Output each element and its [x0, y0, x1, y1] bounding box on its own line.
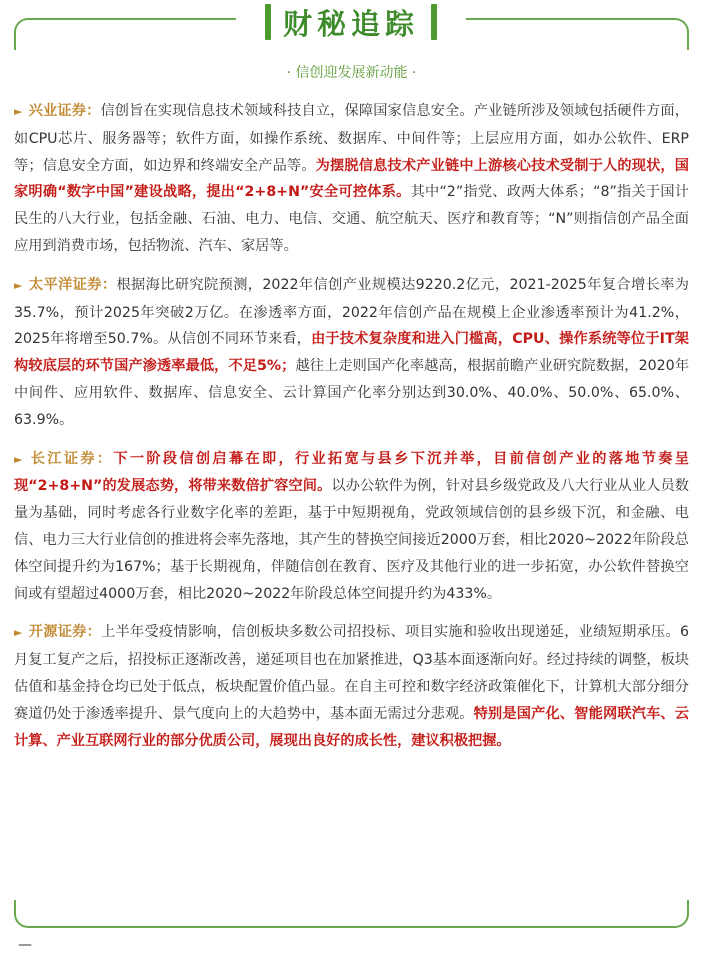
- paragraph-xingye: [14, 98, 689, 260]
- page-subtitle: · 信创迎发展新动能 ·: [286, 65, 417, 81]
- paragraph-text: 越往上走则国产化率越高，根据前瞻产业研究院数据，2020年中间件、应用软件、数据库、信息安全、云计算国产化率分别达到30.0%、40.0%、50.0%、65.0%、63.9%。: [14, 358, 690, 428]
- arrow-icon: ►: [14, 278, 23, 292]
- arrow-icon: ►: [14, 626, 23, 640]
- title-block: [236, 0, 466, 44]
- paragraph-text: 上半年受疫情影响，信创板块多数公司招投标、项目实施和验收出现递延，业绩短期承压。6月复工复产之后，招投标正逐渐改善，递延项目也在加紧推进，Q3基本面逐渐向好。经过持续的调整，板块估值和基金持仓均已处于低点，板块配置价值凸显。在自主可控和数字经济政策催化下，计算机大部分细分赛道仍处于渗透率提升、景气度向上的大趋势中，基本面无需过分悲观。: [14, 624, 689, 722]
- arrow-icon: ►: [14, 105, 23, 118]
- highlight-text: 特别是国产化、智能网联汽车、云计算、产业互联网行业的部分优质公司，展现出良好的成长性，建议积极把握。: [14, 705, 689, 749]
- source-label: 开源证券：: [28, 624, 102, 641]
- highlight-text: 由于技术复杂度和进入门槛高，CPU、操作系统等位于IT架构较底层的环节国产渗透率最低，不足5%；: [14, 331, 689, 375]
- frame-bottom-border: [14, 900, 689, 928]
- paragraph-text: 以办公软件为例，针对县乡级党政及八大行业从业人员数量为基础，同时考虑各行业数字化率的差距，基于中短期视角，党政领域信创的县乡级下沉，和金融、电信、电力三大行业信创的推进将会率先落地，其产生的替换空间接近2000万套，相比2020~2022年阶段总体空间提升约为167%；基于长期视角，伴随信创在教育、医疗及其他行业的进一步拓宽，办公软件替换空间或有望超过4000万套，相比2020~2022年阶段总体空间提升约为433%。: [14, 478, 689, 602]
- source-label: 长江证券：: [28, 450, 114, 467]
- next-section-partial: —: [18, 937, 60, 953]
- title-left-bar: [265, 4, 271, 40]
- source-label: 太平洋证券：: [28, 276, 117, 293]
- article-body: [14, 98, 689, 766]
- paragraph-text: 其中“2”指党、政两大体系；“8”指关于国计民生的八大行业，包括金融、石油、电力、电信、交通、航空航天、医疗和教育等；“N”则指信创产品全面应用到消费市场，包括物流、汽车、家居等。: [14, 184, 689, 254]
- title-right-bar: [431, 4, 437, 40]
- arrow-icon: ►: [14, 452, 23, 466]
- highlight-text: 为摆脱信息技术产业链中上游核心技术受制于人的现状，国家明确“数字中国”建设战略，提出“2+8+N”安全可控体系。: [14, 157, 689, 201]
- paragraph-text: 信创旨在实现信息技术领域科技自立，保障国家信息安全。产业链所涉及领域包括硬件方面，如CPU芯片、服务器等；软件方面，如操作系统、数据库、中间件等；上层应用方面，如办公软件、ERP等；信息安全方面，如边界和终端安全产品等。: [14, 103, 689, 174]
- paragraph-changjiang: [14, 446, 689, 608]
- paragraph-text: 根据海比研究院预测，2022年信创产业规模达9220.2亿元，2021-2025年复合增长率为35.7%，预计2025年突破2万亿。在渗透率方面，2022年信创产品在规模上企业渗透率预计为41.2%，2025年将增至50.7%。从信创不同环节来看，: [14, 276, 689, 348]
- highlight-text: 下一阶段信创启幕在即，行业拓宽与县乡下沉并举，目前信创产业的落地节奏呈现“2+8+N”的发展态势，将带来数倍扩容空间。: [14, 450, 689, 495]
- source-label: 兴业证券：: [28, 103, 101, 119]
- paragraph-kaiyuan: [14, 619, 689, 754]
- paragraph-taipingyang: [14, 272, 689, 434]
- page-title: 财秘追踪: [282, 6, 419, 41]
